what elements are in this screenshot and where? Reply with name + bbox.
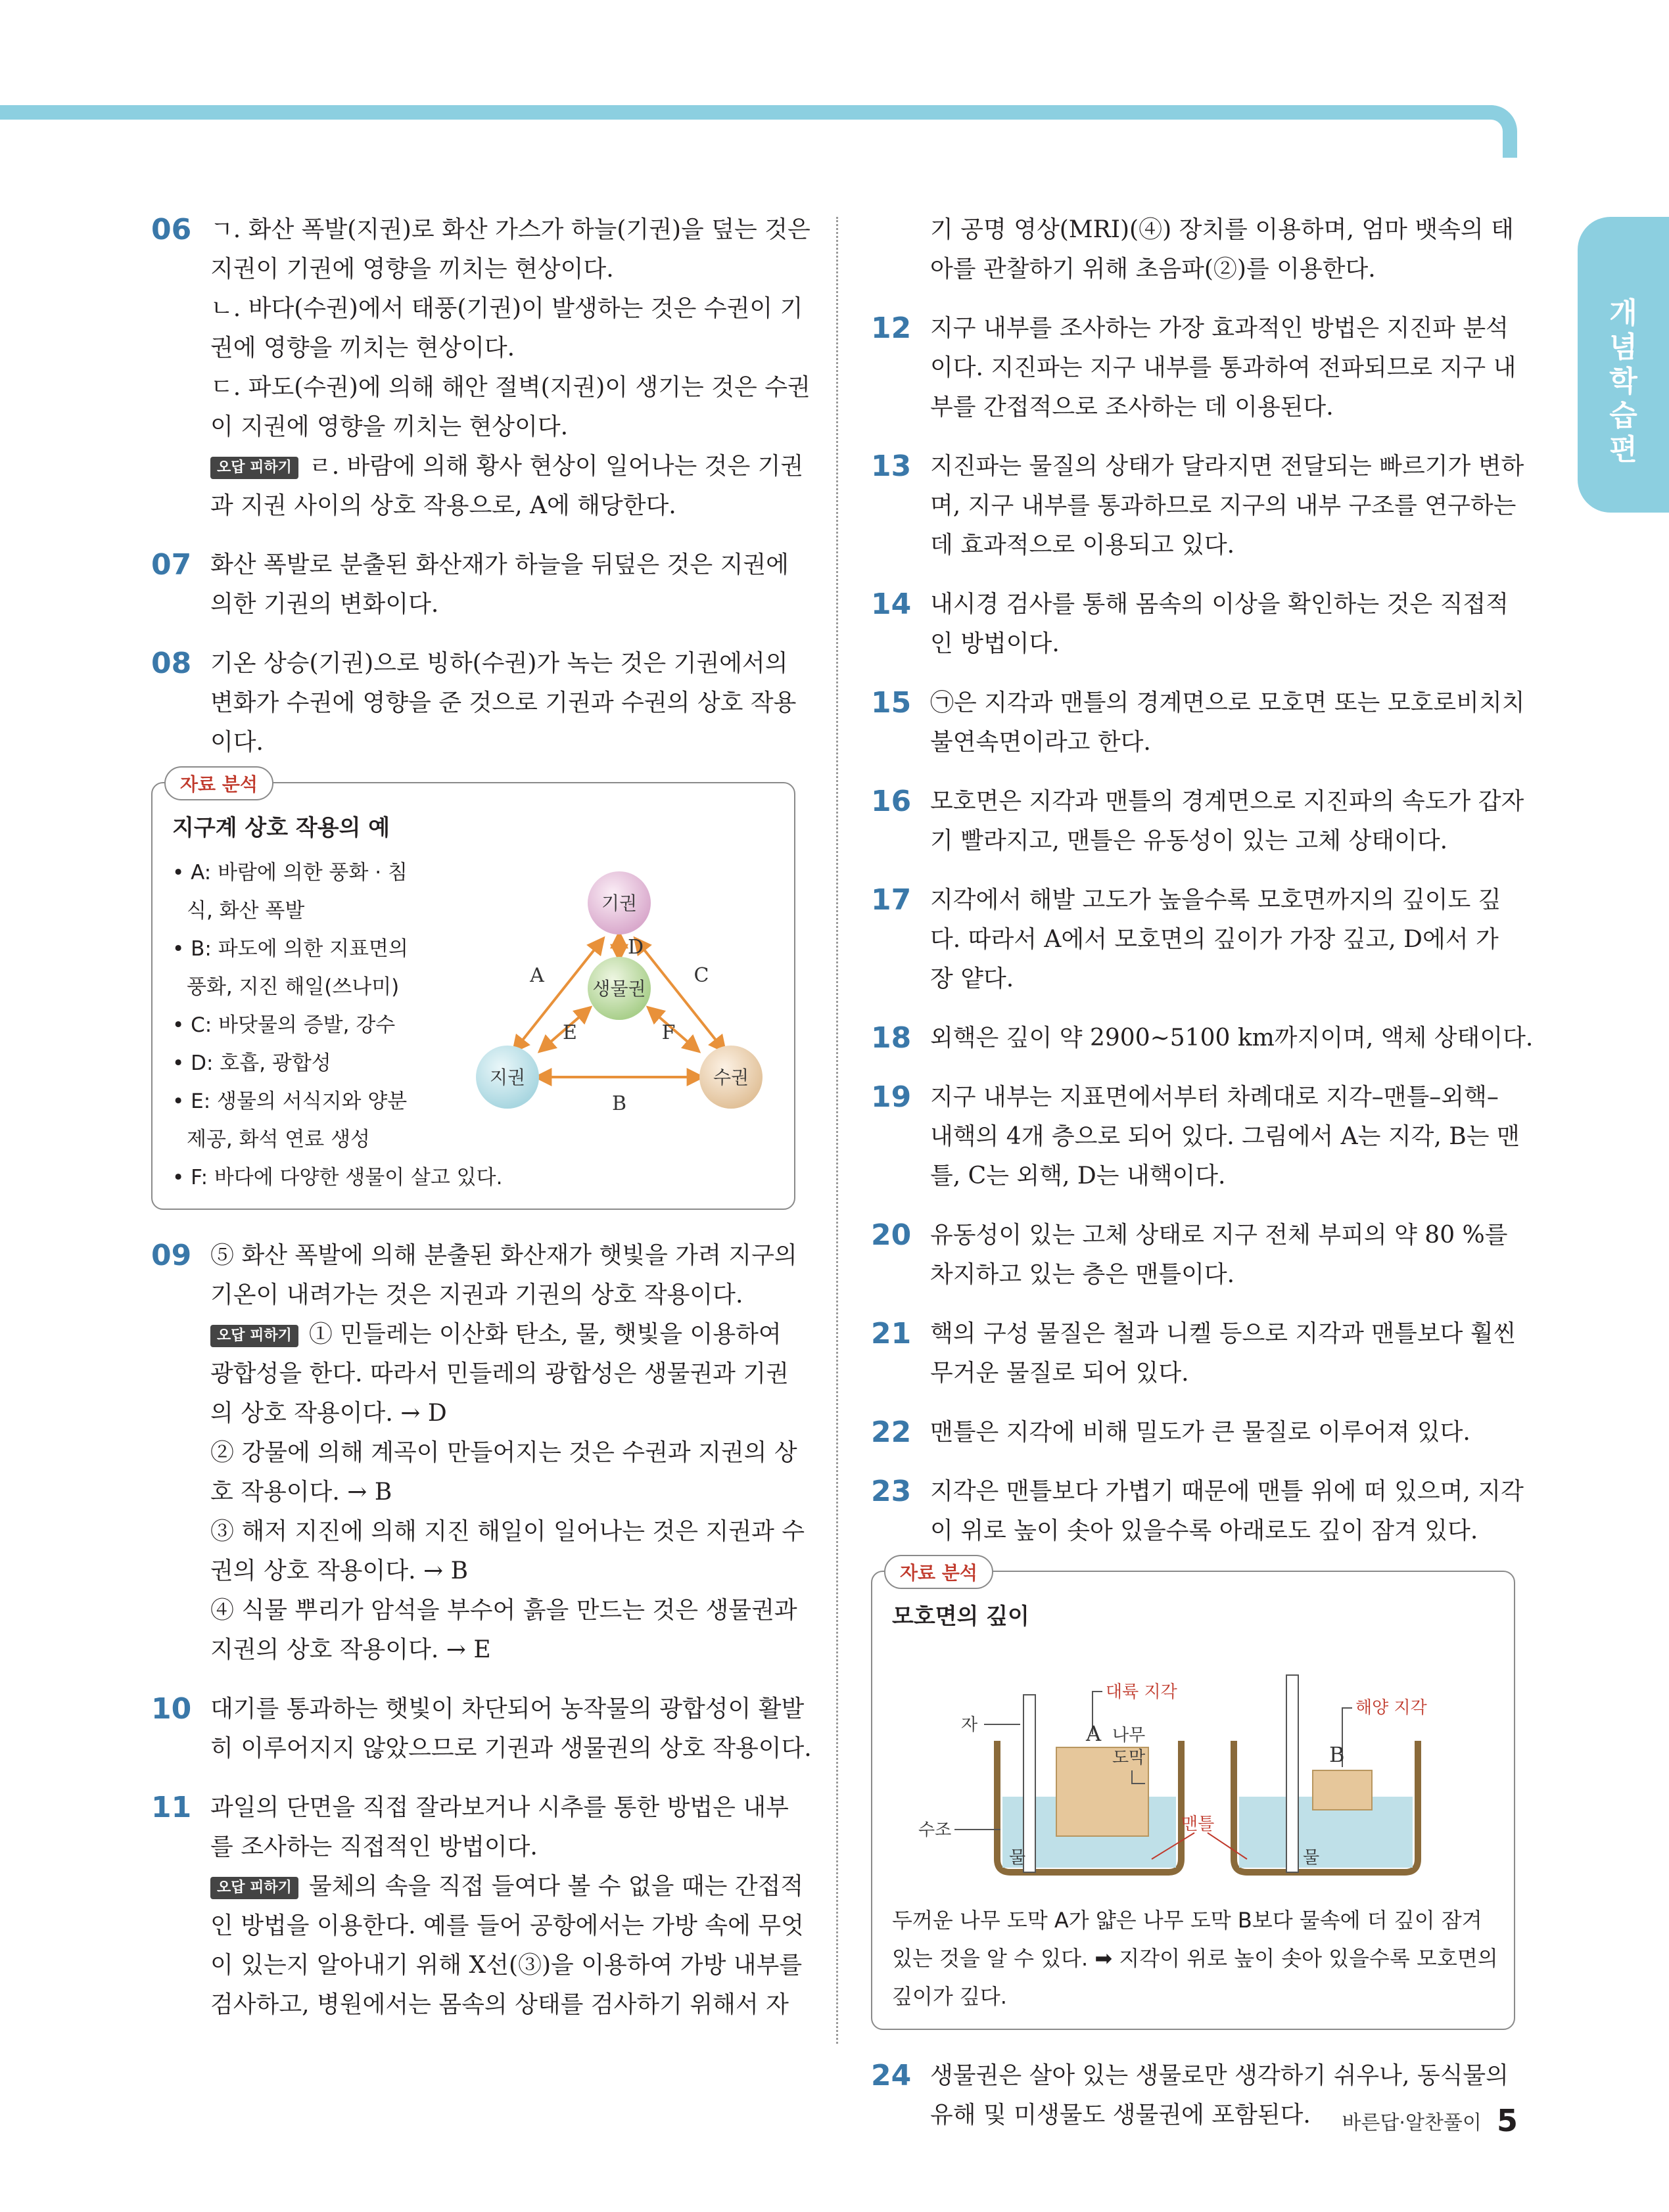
answer-item <box>871 683 1525 762</box>
answer-line <box>930 1314 1515 1354</box>
answer-text: 다. 따라서 A에서 모호면의 깊이가 가장 깊고, D에서 가 <box>930 926 1499 953</box>
answer-line <box>930 1078 1515 1117</box>
answer-number: 16 <box>871 785 912 818</box>
answer-item <box>871 1472 1524 1551</box>
answer-item <box>151 545 795 624</box>
answer-line <box>210 250 795 289</box>
answer-text: 를 조사하는 직접적인 방법이다. <box>210 1833 538 1860</box>
atmosphere-label: 기권 <box>601 892 638 914</box>
answer-text: 변화가 수권에 영향을 준 것으로 기권과 수권의 상호 작용 <box>210 689 797 716</box>
answer-list-right-1 <box>871 210 1534 1551</box>
answer-text: 대기를 통과하는 햇빛이 차단되어 농작물의 광합성이 활발 <box>210 1695 805 1722</box>
answer-text: 이 지권에 영향을 끼치는 현상이다. <box>210 413 569 440</box>
block-a-label: A <box>1086 1721 1102 1746</box>
answer-text: 외핵은 깊이 약 2900∼5100 km까지이며, 액체 상태이다. <box>930 1025 1534 1051</box>
answer-number: 20 <box>871 1218 912 1252</box>
answer-text: ③ 해저 지진에 의해 지진 해일이 일어나는 것은 지권과 수 <box>210 1518 805 1545</box>
answer-text: 지권이 기권에 영향을 끼치는 현상이다. <box>210 256 614 283</box>
column-divider <box>836 217 838 2044</box>
answer-line <box>930 1157 1515 1196</box>
answer-line <box>930 1413 1515 1452</box>
answer-text: 물체의 속을 직접 들여다 볼 수 없을 때는 간접적 <box>308 1873 804 1900</box>
answer-line <box>210 1315 795 1354</box>
hydrosphere-label: 수권 <box>713 1067 749 1088</box>
answer-line <box>210 210 811 250</box>
answer-item <box>871 1078 1520 1196</box>
water-label-left: 물 <box>1009 1848 1026 1868</box>
answer-line <box>930 624 1515 664</box>
ruler-left <box>1023 1695 1035 1872</box>
answer-line <box>210 1354 795 1394</box>
answer-item <box>871 309 1515 427</box>
caption-line: 깊이가 깊다. <box>892 1984 1007 2009</box>
answer-line <box>930 526 1515 565</box>
answer-line <box>210 723 795 762</box>
bullet-line: 식, 화산 폭발 <box>187 899 305 923</box>
answer-text: 핵의 구성 물질은 철과 니켈 등으로 지각과 맨틀보다 훨씬 <box>930 1320 1516 1347</box>
edge-label-b: B <box>611 1092 627 1115</box>
answer-number: 07 <box>151 548 192 582</box>
mantle-label: 맨틀 <box>1181 1814 1215 1834</box>
answer-number: 11 <box>151 1791 192 1824</box>
answer-item <box>871 1413 1515 1452</box>
wood-block-b <box>1313 1770 1372 1810</box>
answer-text: 광합성을 한다. 따라서 민들레의 광합성은 생물권과 기권 <box>210 1360 789 1387</box>
answer-line <box>930 683 1525 723</box>
answer-text: 생물권은 살아 있는 생물로만 생각하기 쉬우나, 동식물의 <box>930 2062 1509 2089</box>
answer-line <box>210 447 804 486</box>
answer-text: 이 있는지 알아내기 위해 X선(③)을 이용하여 가방 내부를 <box>210 1952 803 1979</box>
bullet-line: 제공, 화석 연료 생성 <box>187 1128 370 1151</box>
answer-number: 08 <box>151 647 192 680</box>
answer-line <box>210 1985 795 2025</box>
answer-number: 12 <box>871 311 912 345</box>
answer-line <box>930 210 1515 250</box>
answer-text: 지각은 맨틀보다 가볍기 때문에 맨틀 위에 떠 있으며, 지각 <box>930 1478 1524 1505</box>
answer-line <box>210 1394 795 1433</box>
box-title: 지구계 상호 작용의 예 <box>172 815 390 841</box>
answer-text: 지구 내부를 조사하는 가장 효과적인 방법은 지진파 분석 <box>930 315 1509 342</box>
top-color-bar <box>0 105 1505 120</box>
answer-text: 불연속면이라고 한다. <box>930 729 1151 756</box>
answer-line <box>930 881 1515 920</box>
answer-line <box>930 1472 1524 1511</box>
answer-line <box>930 1354 1515 1393</box>
answer-text: 화산 폭발로 분출된 화산재가 하늘을 뒤덮은 것은 지권에 <box>210 551 789 578</box>
answer-text: 맨틀은 지각에 비해 밀도가 큰 물질로 이루어져 있다. <box>930 1419 1470 1446</box>
answer-text: ㄱ. 화산 폭발(지권)로 화산 가스가 하늘(기권)을 덮는 것은 <box>210 216 811 243</box>
answer-line <box>930 821 1515 861</box>
answer-line <box>930 782 1524 821</box>
answer-text: ㄹ. 바람에 의해 황사 현상이 일어나는 것은 기권 <box>308 453 804 480</box>
answer-number: 24 <box>871 2059 912 2092</box>
page-footer <box>1342 2103 1518 2138</box>
answer-text: 과일의 단면을 직접 잘라보거나 시추를 통한 방법은 내부 <box>210 1794 789 1821</box>
data-analysis-tag: 자료 분석 <box>884 1555 993 1589</box>
answer-line <box>210 368 811 407</box>
answer-line <box>210 329 795 368</box>
edge-label-f: F <box>661 1021 676 1044</box>
answer-item <box>871 1216 1515 1295</box>
answer-text: 기 빨라지고, 맨틀은 유동성이 있는 고체 상태이다. <box>930 827 1448 854</box>
answer-item <box>871 881 1515 999</box>
answer-number: 13 <box>871 449 912 483</box>
answer-text: 내핵의 4개 층으로 되어 있다. 그림에서 A는 지각, B는 맨 <box>930 1123 1520 1150</box>
answer-text: 아를 관찰하기 위해 초음파(②)를 이용한다. <box>930 256 1376 283</box>
side-section-tab <box>1578 217 1669 513</box>
answer-text: 인 방법을 이용한다. 예를 들어 공항에서는 가방 속에 무엇 <box>210 1912 804 1939</box>
answer-line <box>930 920 1515 959</box>
data-analysis-box-moho-depth <box>871 1562 1515 2030</box>
answer-number: 06 <box>151 213 192 246</box>
answer-line <box>210 1946 803 1985</box>
edge-label-c: C <box>693 964 709 987</box>
data-analysis-box-earth-system <box>151 773 795 1210</box>
answer-number: 21 <box>871 1317 912 1350</box>
answer-list-left-1 <box>151 210 811 762</box>
edge-label-a: A <box>530 964 544 987</box>
answer-line <box>930 1255 1515 1295</box>
block-b-label: B <box>1329 1742 1345 1767</box>
caption-line: 있는 것을 알 수 있다. ➡ 지각이 위로 높이 솟아 있을수록 모호면의 <box>892 1946 1498 1971</box>
ruler-right <box>1286 1675 1298 1872</box>
answer-text: ① 민들레는 이산화 탄소, 물, 햇빛을 이용하여 <box>308 1321 782 1348</box>
answer-text: 데 효과적으로 이용되고 있다. <box>930 532 1235 559</box>
water-label-right: 물 <box>1303 1848 1320 1868</box>
geosphere-label: 지권 <box>489 1067 526 1088</box>
answer-item <box>151 644 795 762</box>
caption-line: 두꺼운 나무 도막 A가 얇은 나무 도막 B보다 물속에 더 깊이 잠겨 <box>892 1908 1482 1933</box>
wood-label-1: 나무 <box>1112 1726 1146 1745</box>
answer-line <box>210 1690 805 1729</box>
answer-text: 의 상호 작용이다. → D <box>210 1400 447 1427</box>
side-tab-char: 학 <box>1609 365 1637 398</box>
earth-system-diagram <box>461 854 777 1130</box>
answer-text: 이다. 지진파는 지구 내부를 통과하여 전파되므로 지구 내 <box>930 354 1516 381</box>
answer-item <box>871 447 1524 565</box>
answer-line <box>210 486 795 526</box>
avoid-mistake-badge: 오답 피하기 <box>210 457 298 479</box>
answer-item <box>151 1788 804 2025</box>
answer-text: 장 얕다. <box>930 965 1014 992</box>
answer-line <box>210 644 795 683</box>
avoid-mistake-badge: 오답 피하기 <box>210 1877 298 1899</box>
tank-label: 수조 <box>918 1820 952 1840</box>
answer-number: 09 <box>151 1239 192 1272</box>
answer-line <box>930 486 1515 526</box>
answer-text: 권의 상호 작용이다. → B <box>210 1557 469 1584</box>
answer-text: 차지하고 있는 층은 맨틀이다. <box>930 1261 1235 1288</box>
answer-line <box>210 289 803 329</box>
answer-line <box>930 585 1515 624</box>
answer-item <box>871 1314 1515 1393</box>
edge-label-e: E <box>563 1021 577 1044</box>
answer-text: 기 공명 영상(MRI)(④) 장치를 이용하며, 엄마 뱃속의 태 <box>930 216 1514 243</box>
answer-text: 무거운 물질로 되어 있다. <box>930 1360 1189 1387</box>
continental-crust-label: 대륙 지각 <box>1106 1682 1177 1702</box>
side-tab-char: 개 <box>1609 296 1637 330</box>
answer-item <box>871 782 1524 861</box>
footer-label: 바른답·알찬풀이 <box>1342 2111 1482 2134</box>
answer-text: 지각에서 해발 고도가 높을수록 모호면까지의 깊이도 깊 <box>930 887 1501 913</box>
bullet-line: • D: 호흡, 광합성 <box>172 1051 331 1075</box>
answer-text: 지권의 상호 작용이다. → E <box>210 1636 491 1663</box>
answer-item <box>151 1690 812 1768</box>
biosphere-label: 생물권 <box>592 978 646 1000</box>
answer-line <box>210 1276 795 1315</box>
left-column <box>151 210 812 2044</box>
side-tab-char: 념 <box>1609 331 1637 364</box>
answer-text: 며, 지구 내부를 통과하므로 지구의 내부 구조를 연구하는 <box>930 492 1516 519</box>
answer-line <box>210 1729 812 1768</box>
answer-line <box>210 1867 804 1906</box>
answer-line <box>210 1512 805 1552</box>
moho-caption <box>892 1901 1498 2016</box>
answer-text: ㄷ. 파도(수권)에 의해 해안 절벽(지권)이 생기는 것은 수권 <box>210 374 811 401</box>
answer-list-left-2 <box>151 1236 812 2025</box>
answer-item <box>151 210 811 526</box>
answer-line <box>210 585 795 624</box>
right-column <box>871 210 1534 2155</box>
answer-text: 지구 내부는 지표면에서부터 차례대로 지각–맨틀–외핵– <box>930 1084 1499 1111</box>
answer-item <box>151 1236 805 1670</box>
side-tab-char: 편 <box>1609 433 1637 467</box>
bullet-line: • A: 바람에 의한 풍화 · 침 <box>172 861 408 885</box>
answer-number: 14 <box>871 588 912 621</box>
answer-number: 23 <box>871 1475 912 1508</box>
answer-line <box>210 1630 795 1670</box>
edge-label-d: D <box>627 936 644 959</box>
answer-line <box>930 309 1515 348</box>
data-analysis-tag: 자료 분석 <box>164 766 273 800</box>
answer-line <box>210 683 795 723</box>
answer-number: 19 <box>871 1080 912 1114</box>
answer-line <box>210 1236 795 1276</box>
ruler-label: 자 <box>961 1715 978 1735</box>
answer-line <box>930 959 1515 999</box>
answer-line <box>930 447 1524 486</box>
answer-text: 호 작용이다. → B <box>210 1479 392 1506</box>
answer-line <box>210 1906 804 1946</box>
answer-text: 내시경 검사를 통해 몸속의 이상을 확인하는 것은 직접적 <box>930 591 1509 618</box>
answer-line <box>210 1788 795 1828</box>
answer-line <box>930 1019 1534 1058</box>
answer-line <box>210 545 795 585</box>
bullet-line: • E: 생물의 서식지와 양분 <box>172 1090 408 1113</box>
answer-line <box>210 1552 795 1591</box>
answer-text: 과 지권 사이의 상호 작용으로, A에 해당한다. <box>210 492 676 519</box>
answer-number: 18 <box>871 1021 912 1055</box>
answer-line <box>930 723 1515 762</box>
answer-line <box>210 407 795 447</box>
answer-text: 유해 및 미생물도 생물권에 포함된다. <box>930 2102 1311 2129</box>
answer-line <box>210 1473 795 1512</box>
avoid-mistake-badge: 오답 피하기 <box>210 1325 298 1347</box>
answer-text: ② 강물에 의해 계곡이 만들어지는 것은 수권과 지권의 상 <box>210 1439 797 1466</box>
bullet-line: • C: 바닷물의 증발, 강수 <box>172 1013 396 1037</box>
answer-line <box>930 1511 1515 1551</box>
answer-text: 기온 상승(기권)으로 빙하(수권)가 녹는 것은 기권에서의 <box>210 650 788 677</box>
answer-text: ⑤ 화산 폭발에 의해 분출된 화산재가 햇빛을 가려 지구의 <box>210 1242 797 1269</box>
side-tab-char: 습 <box>1609 399 1637 432</box>
box-title: 모호면의 깊이 <box>892 1603 1029 1630</box>
answer-number: 10 <box>151 1692 192 1726</box>
answer-text: 모호면은 지각과 맨틀의 경계면으로 지진파의 속도가 갑자 <box>930 788 1524 815</box>
answer-number: 22 <box>871 1416 912 1449</box>
answer-line <box>210 1828 795 1867</box>
page-number: 5 <box>1496 2103 1518 2138</box>
answer-text: 인 방법이다. <box>930 630 1060 657</box>
answer-text: 부를 간접적으로 조사하는 데 이용된다. <box>930 394 1334 421</box>
answer-line <box>210 1433 795 1473</box>
answer-line <box>930 2056 1515 2096</box>
oceanic-crust-label: 해양 지각 <box>1355 1698 1427 1718</box>
wood-label-2: 도막 <box>1112 1748 1146 1768</box>
answer-line <box>930 250 1515 289</box>
bullet-line: • F: 바다에 다양한 생물이 살고 있다. <box>172 1166 503 1189</box>
answer-text: ㄴ. 바다(수권)에서 태풍(기권)이 발생하는 것은 수권이 기 <box>210 295 803 322</box>
answer-text: 유동성이 있는 고체 상태로 지구 전체 부피의 약 80 %를 <box>930 1222 1508 1249</box>
moho-depth-diagram <box>892 1642 1497 1892</box>
answer-text: 히 이루어지지 않았으므로 기권과 생물권의 상호 작용이다. <box>210 1735 812 1762</box>
answer-text: ④ 식물 뿌리가 암석을 부수어 흙을 만드는 것은 생물권과 <box>210 1597 797 1624</box>
top-color-bar-curve <box>1491 105 1517 158</box>
answer-item <box>871 1019 1534 1058</box>
answer-item <box>871 585 1515 664</box>
answer-number: 17 <box>871 883 912 917</box>
answer-text: 의한 기권의 변화이다. <box>210 591 439 618</box>
answer-line <box>930 348 1515 388</box>
answer-text: 지진파는 물질의 상태가 달라지면 전달되는 빠르기가 변하 <box>930 453 1524 480</box>
answer-text: 이 위로 높이 솟아 있을수록 아래로도 깊이 잠겨 있다. <box>930 1517 1478 1544</box>
answer-number: 15 <box>871 686 912 720</box>
answer-text: 이다. <box>210 729 264 756</box>
answer-text: ㉠은 지각과 맨틀의 경계면으로 모호면 또는 모호로비치치 <box>930 689 1525 716</box>
answer-text: 틀, C는 외핵, D는 내핵이다. <box>930 1163 1226 1189</box>
answer-line <box>930 388 1515 427</box>
answer-text: 기온이 내려가는 것은 지권과 기권의 상호 작용이다. <box>210 1281 743 1308</box>
answer-item <box>871 210 1515 289</box>
answer-line <box>930 1117 1520 1157</box>
answer-line <box>930 1216 1515 1255</box>
bullet-line: 풍화, 지진 해일(쓰나미) <box>187 975 400 999</box>
answer-text: 권에 영향을 끼치는 현상이다. <box>210 334 515 361</box>
bullet-line: • B: 파도에 의한 지표면의 <box>172 937 408 961</box>
answer-text: 검사하고, 병원에서는 몸속의 상태를 검사하기 위해서 자 <box>210 1991 789 2018</box>
answer-line <box>210 1591 795 1630</box>
